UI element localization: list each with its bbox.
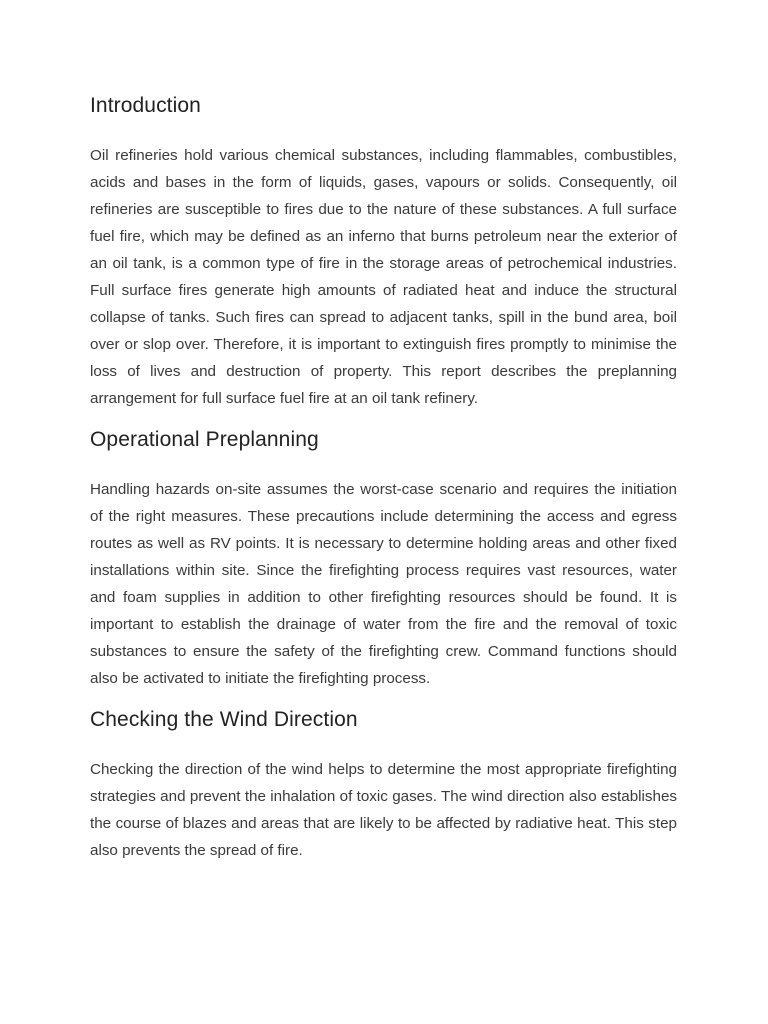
introduction-paragraph: Oil refineries hold various chemical substances, including flammables, combustibles, acids and bases in the form of liquids, gases, vapours or solids. Consequently, oil refineries are susceptible to fires due to the nature of these substances. A full surface fuel fire, which may be defined as an inferno that burns petroleum near the exterior of an oil tank, is a common type of fire in the storage areas of petrochemical industries. Full surface fires generate high amounts of radiated heat and induce the structural collapse of tanks. Such fires can spread to adjacent tanks, spill in the bund area, boil over or slop over. Therefore, it is important to extinguish fires promptly to minimise the loss of lives and destruction of property. This report describes the preplanning arrangement for full surface fuel fire at an oil tank refinery. <box>90 147 677 407</box>
wind-direction-section <box>90 702 677 864</box>
operational-preplanning-paragraph: Handling hazards on-site assumes the worst-case scenario and requires the initiation of the right measures. These precautions include determining the access and egress routes as well as RV points. It is necessary to determine holding areas and other fixed installations within site. Since the firefighting process requires vast resources, water and foam supplies in addition to other firefighting resources should be found. It is important to establish the drainage of water from the fire and the removal of toxic substances to ensure the safety of the firefighting crew. Command functions should also be activated to initiate the firefighting process. <box>90 481 677 687</box>
operational-preplanning-section <box>90 422 677 692</box>
wind-direction-heading: Checking the Wind Direction <box>90 708 358 731</box>
introduction-section <box>90 88 677 412</box>
operational-preplanning-heading: Operational Preplanning <box>90 428 319 451</box>
wind-direction-paragraph: Checking the direction of the wind helps to determine the most appropriate firefighting strategies and prevent the inhalation of toxic gases. The wind direction also establishes the course of blazes and areas that are likely to be affected by radiative heat. This step also prevents the spread of fire. <box>90 761 677 859</box>
introduction-heading: Introduction <box>90 94 201 117</box>
document-page <box>90 88 677 874</box>
